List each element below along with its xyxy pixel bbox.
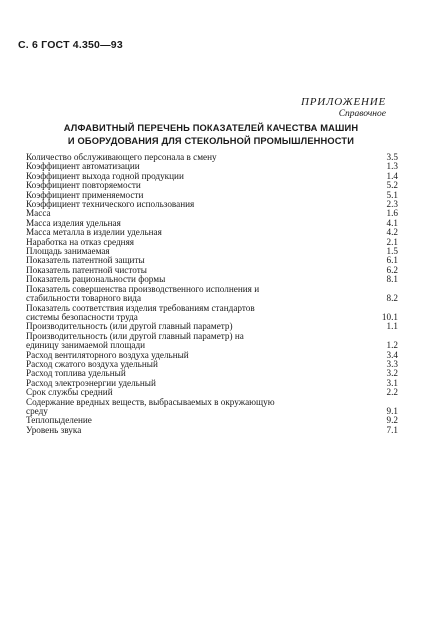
section-reference: 1.5 [386, 246, 398, 257]
section-reference: 3.4 [386, 349, 398, 360]
list-item [26, 398, 398, 417]
list-item [26, 416, 398, 425]
section-reference: 1.1 [386, 321, 398, 332]
indicator-name-line: Коэффициент применяемости [26, 189, 144, 200]
section-reference: 3.2 [386, 368, 398, 379]
section-reference: 8.2 [386, 293, 398, 304]
indicator-name-line: Теплопыделение [26, 415, 92, 426]
section-reference: 5.2 [386, 180, 398, 191]
appendix-title: ПРИЛОЖЕНИЕ [301, 96, 386, 108]
section-reference: 2.1 [386, 236, 398, 247]
indicator-name-line: Показатель совершенства производственного исполнения и [26, 283, 260, 294]
appendix-block [301, 96, 386, 119]
section-reference: 9.2 [386, 415, 398, 426]
indicator-name-line: Масса [26, 208, 51, 219]
indicator-name-line: Содержание вредных веществ, выбрасываемых в окружающую [26, 396, 275, 407]
indicator-name-line: Количество обслуживающего персонала в смену [26, 152, 217, 162]
section-reference: 4.1 [386, 217, 398, 228]
document-title [0, 122, 422, 147]
section-reference: 1.6 [386, 208, 398, 219]
appendix-subtitle: Справочное [338, 109, 386, 119]
indicator-list [26, 153, 398, 435]
indicator-name-line: Срок службы средний [26, 387, 113, 398]
indicator-name-line: Масса изделия удельная [26, 217, 121, 228]
indicator-name [26, 332, 398, 351]
indicator-name-line: Показатель соответствия изделия требованиям стандартов [26, 302, 255, 313]
indicator-name-line: Коэффициент повторяемости [26, 180, 141, 191]
section-reference: 1.3 [386, 161, 398, 172]
section-reference: 6.2 [386, 264, 398, 275]
list-item [26, 200, 398, 209]
section-reference: 1.2 [386, 340, 398, 351]
indicator-name-line: Расход топлива удельный [26, 368, 126, 379]
indicator-name-line: Расход вентиляторного воздуха удельный [26, 349, 189, 360]
indicator-name [26, 398, 398, 417]
indicator-name-line: Коэффициент автоматизации [26, 161, 140, 172]
indicator-name-line: Производительность (или другой главный параметр) на [26, 330, 244, 341]
section-reference: 9.1 [386, 405, 398, 416]
indicator-name [26, 200, 398, 209]
list-item [26, 332, 398, 351]
indicator-name-line: Коэффициент выхода годной продукции [26, 170, 184, 181]
indicator-name-line: Расход сжатого воздуха удельный [26, 358, 158, 369]
indicator-name-line: единицу занимаемой площади [26, 340, 146, 351]
page-header: С. 6 ГОСТ 4.350—93 [18, 39, 123, 51]
indicator-name-line: Площадь занимаемая [26, 246, 110, 257]
section-reference: 2.2 [386, 387, 398, 398]
document-title-line-1: АЛФАВИТНЫЙ ПЕРЕЧЕНЬ ПОКАЗАТЕЛЕЙ КАЧЕСТВА МАШИН [63, 123, 359, 133]
list-item [26, 304, 398, 323]
indicator-name-line: Показатель патентной чистоты [26, 264, 147, 275]
section-reference: 5.1 [386, 189, 398, 200]
indicator-name-line: Коэффициент технического использования [26, 199, 195, 210]
indicator-name-line: Расход электроэнергии удельный [26, 377, 156, 388]
section-reference: 3.1 [386, 377, 398, 388]
section-reference: 3.5 [386, 152, 398, 162]
indicator-name [26, 426, 398, 435]
indicator-name-line: Производительность (или другой главный параметр) [26, 321, 233, 332]
indicator-name-line: Показатель патентной защиты [26, 255, 145, 266]
indicator-name-line: Масса металла в изделии удельная [26, 227, 162, 238]
indicator-name-line: Наработка на отказ средняя [26, 236, 135, 247]
section-reference: 6.1 [386, 255, 398, 266]
indicator-name-line: системы безопасности труда [26, 311, 138, 322]
section-reference: 8.1 [386, 274, 398, 285]
indicator-name-line: Показатель рациональности формы [26, 274, 166, 285]
section-reference: 2.3 [386, 199, 398, 210]
section-reference: 4.2 [386, 227, 398, 238]
list-item [26, 285, 398, 304]
indicator-name-line: среду [26, 405, 48, 416]
indicator-name-line: стабильности товарного вида [26, 293, 142, 304]
indicator-name [26, 416, 398, 425]
section-reference: 1.4 [386, 170, 398, 181]
indicator-name [26, 304, 398, 323]
indicator-name [26, 285, 398, 304]
section-reference: 7.1 [386, 424, 398, 435]
indicator-name-line: Уровень звука [26, 424, 82, 435]
section-reference: 10.1 [381, 311, 398, 322]
document-title-line-2: И ОБОРУДОВАНИЯ ДЛЯ СТЕКОЛЬНОЙ ПРОМЫШЛЕННОСТИ [67, 135, 355, 146]
list-item [26, 426, 398, 435]
section-reference: 3.3 [386, 358, 398, 369]
